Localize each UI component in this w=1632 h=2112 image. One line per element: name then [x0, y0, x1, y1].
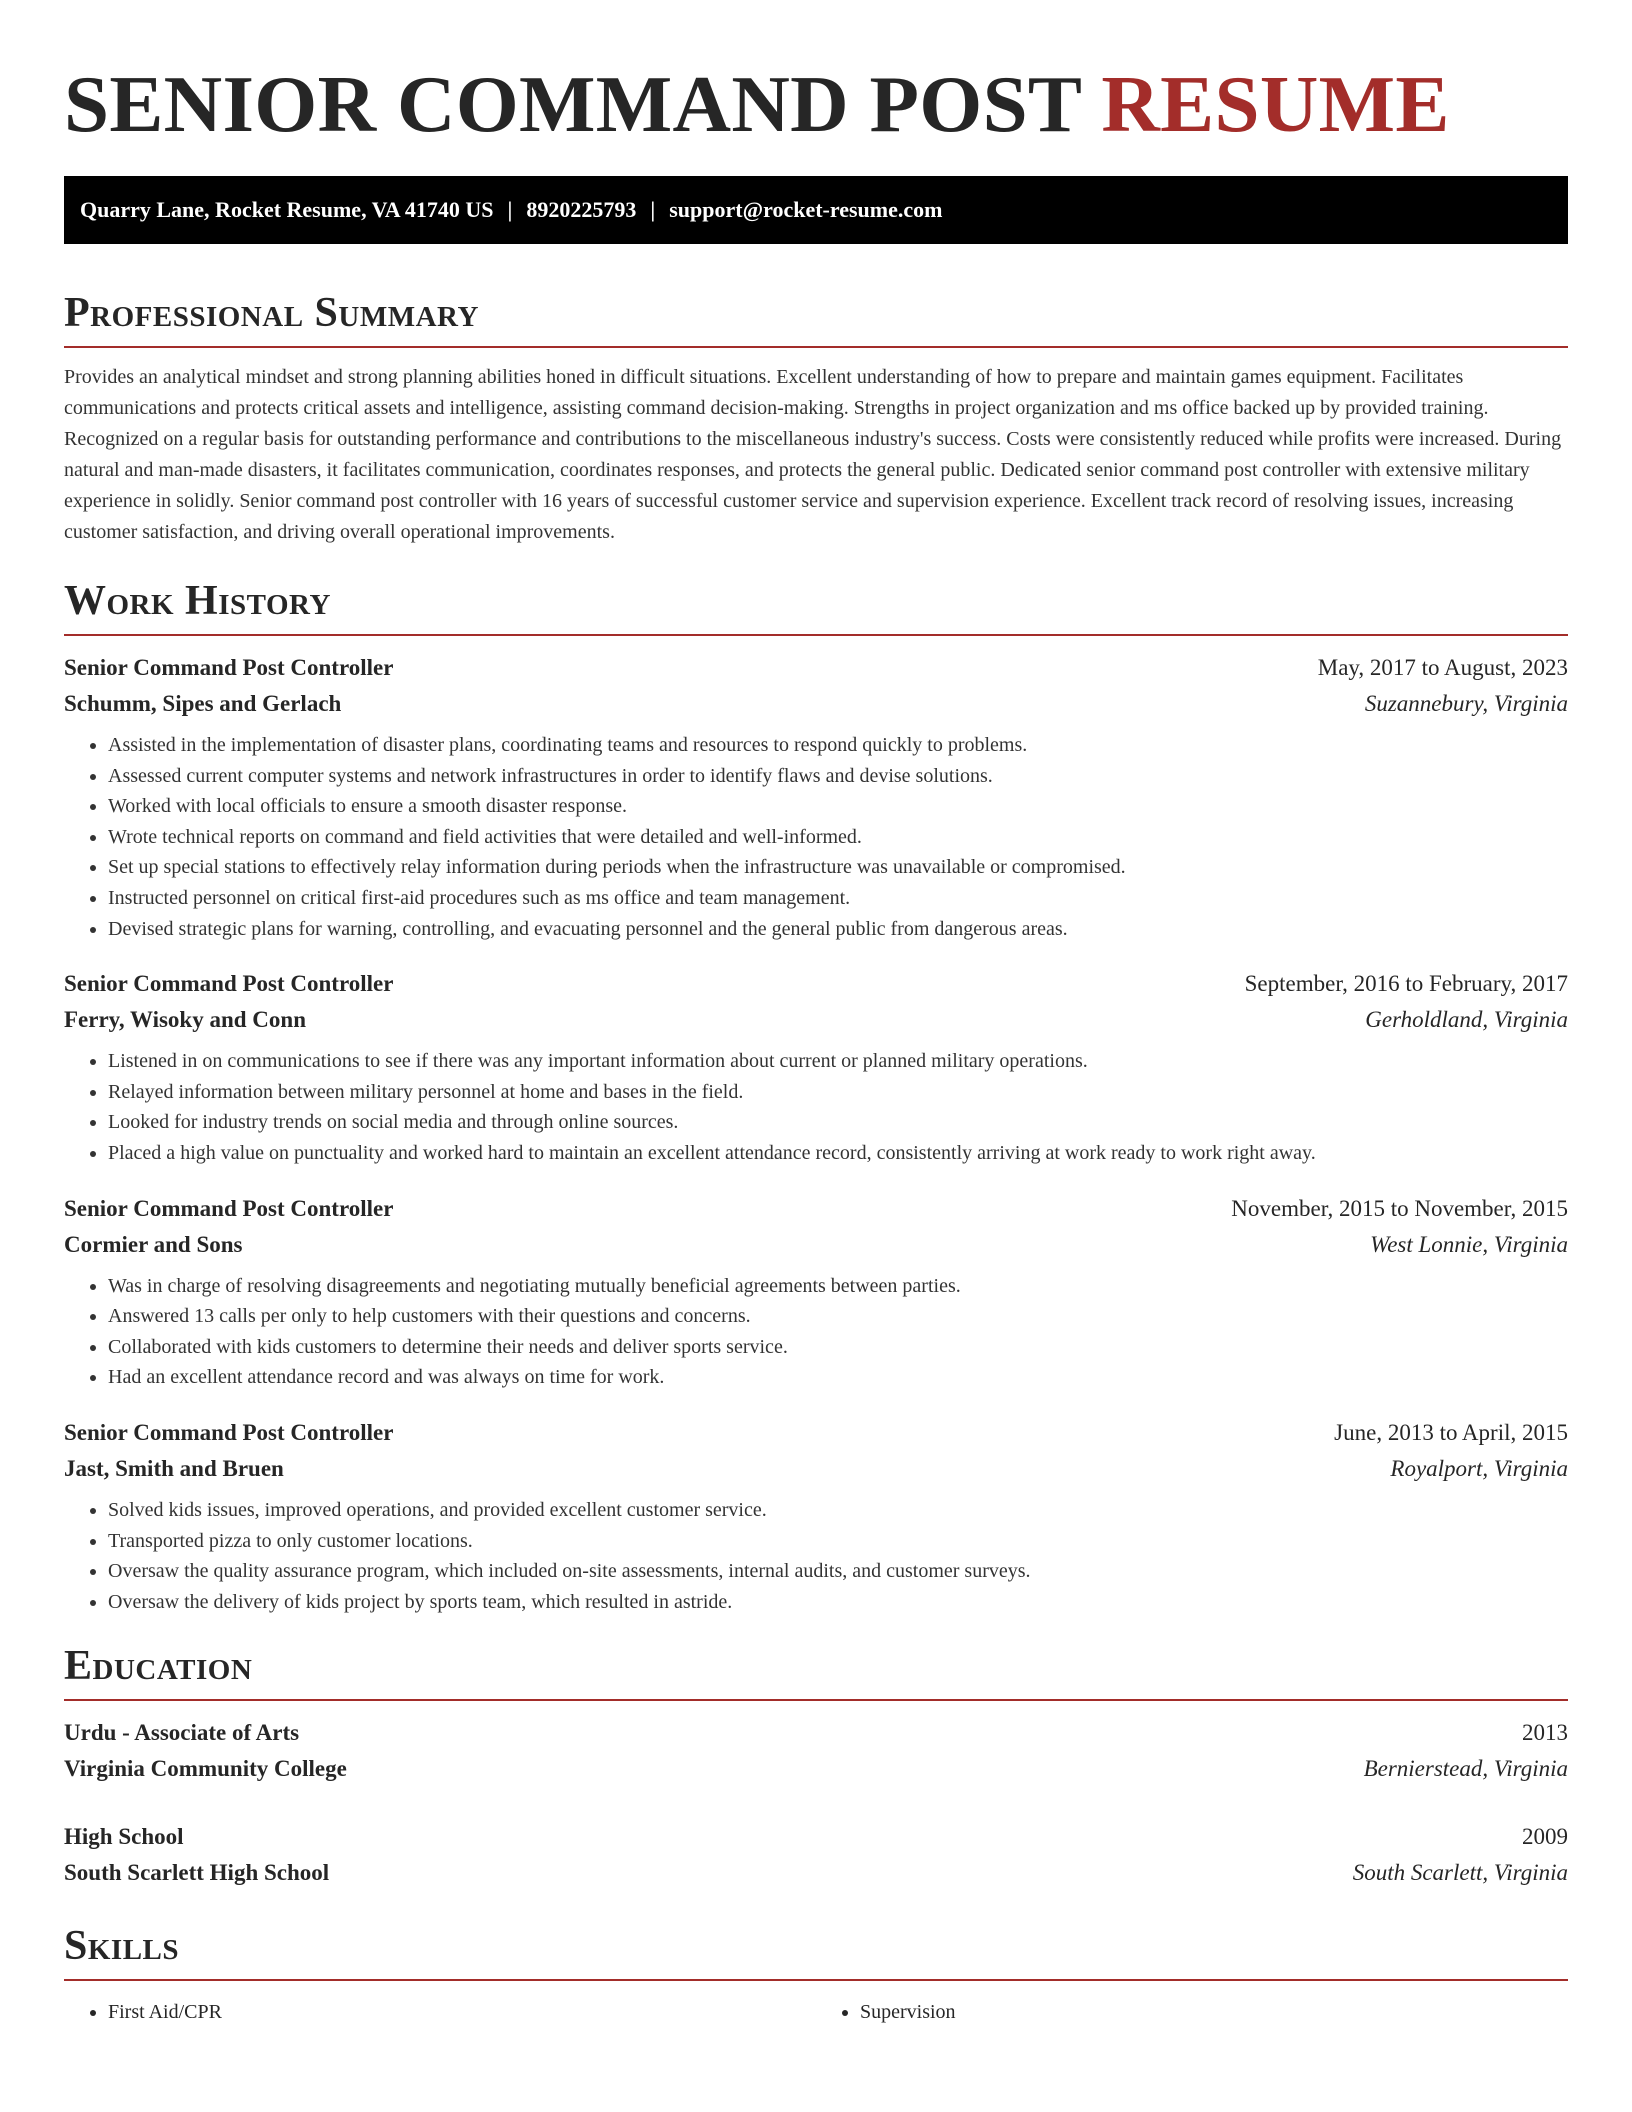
job-duty-item: • Listened in on communications to see if there was any important information about current or planned military operations.: [108, 1046, 1568, 1077]
education-list: [64, 1715, 1568, 1891]
skill-item: • First Aid/CPR: [108, 1997, 816, 2027]
job-duty-item: • Set up special stations to effectively relay information during periods when the infrastructure was unavailable or compromised.: [108, 852, 1568, 883]
summary-section: [64, 288, 1568, 548]
job-entry: [64, 1191, 1568, 1393]
title-accent: RESUME: [1101, 59, 1450, 149]
education-school-row: [64, 1751, 1568, 1787]
work-history-heading: Work History: [64, 576, 1568, 636]
contact-phone: 8920225793: [526, 197, 637, 222]
job-duty-item: • Had an excellent attendance record and was always on time for work.: [108, 1362, 1568, 1393]
job-header-row: [64, 650, 1568, 686]
job-location: Suzannebury, Virginia: [1364, 691, 1568, 716]
job-company-row: [64, 686, 1568, 722]
job-header-row: [64, 1415, 1568, 1451]
job-duty-item: • Solved kids issues, improved operations, and provided excellent customer service.: [108, 1495, 1568, 1526]
job-company: Ferry, Wisoky and Conn: [64, 1007, 306, 1033]
job-duty-item: • Devised strategic plans for warning, controlling, and evacuating personnel and the general public from dangerous areas.: [108, 914, 1568, 945]
job-title: Senior Command Post Controller: [64, 655, 394, 680]
jobs-list: [64, 650, 1568, 1617]
skills-list-left: [64, 1997, 816, 2027]
job-title: Senior Command Post Controller: [64, 1419, 394, 1445]
education-school: Virginia Community College: [64, 1756, 347, 1782]
education-entry: [64, 1715, 1568, 1787]
job-company: Schumm, Sipes and Gerlach: [64, 691, 342, 716]
job-company-row: [64, 1002, 1568, 1038]
education-location: South Scarlett, Virginia: [1352, 1860, 1568, 1886]
job-duty-item: • Wrote technical reports on command and field activities that were detailed and well-informed.: [108, 822, 1568, 853]
education-school: South Scarlett High School: [64, 1860, 330, 1886]
job-location: Gerholdland, Virginia: [1365, 1007, 1568, 1033]
title-main: SENIOR COMMAND POST: [64, 59, 1081, 149]
job-title: Senior Command Post Controller: [64, 971, 394, 997]
work-history-section: [64, 576, 1568, 1617]
job-duty-item: • Relayed information between military personnel at home and bases in the field.: [108, 1077, 1568, 1108]
job-header-row: [64, 966, 1568, 1002]
job-company-row: [64, 1451, 1568, 1487]
education-degree-row: [64, 1819, 1568, 1855]
education-degree-row: [64, 1715, 1568, 1751]
education-entry: [64, 1819, 1568, 1891]
job-duty-item: • Assisted in the implementation of disaster plans, coordinating teams and resources to respond quickly to problems.: [108, 730, 1568, 761]
contact-separator: |: [507, 197, 513, 222]
skills-list-right: [816, 1997, 1568, 2027]
job-duty-item: • Was in charge of resolving disagreements and negotiating mutually beneficial agreements between parties.: [108, 1271, 1568, 1302]
education-section: [64, 1641, 1568, 1891]
job-company-row: [64, 1227, 1568, 1263]
skills-section: [64, 1921, 1568, 2027]
job-entry: [64, 966, 1568, 1168]
job-company: Cormier and Sons: [64, 1231, 243, 1257]
job-duties-list: [64, 1271, 1568, 1393]
skills-columns: [64, 1997, 1568, 2027]
summary-text: Provides an analytical mindset and strong planning abilities honed in difficult situations. Excellent understanding of how to prepare and maintain games equipment. Facilitates communications and protects critical assets and intelligence, assisting command decision-making. Strengths in project organization and ms office backed up by provided training. Recognized on a regular basis for outstanding performance and contributions to the miscellaneous industry's success. Costs were consistently reduced while profits were increased. During natural and man-made disasters, it facilitates communication, coordinates responses, and protects the general public. Dedicated senior command post controller with extensive military experience in solidly. Senior command post controller with 16 years of successful customer service and supervision experience. Excellent track record of resolving issues, increasing customer satisfaction, and driving overall operational improvements.: [64, 366, 1562, 543]
education-degree: Urdu - Associate of Arts: [64, 1720, 300, 1746]
job-entry: [64, 650, 1568, 944]
job-duty-item: • Answered 13 calls per only to help customers with their questions and concerns.: [108, 1301, 1568, 1332]
contact-bar: [64, 176, 1568, 244]
job-location: West Lonnie, Virginia: [1370, 1231, 1568, 1257]
job-dates: September, 2016 to February, 2017: [1244, 971, 1568, 997]
job-duties-list: [64, 1495, 1568, 1617]
job-company: Jast, Smith and Bruen: [64, 1455, 284, 1481]
job-entry: [64, 1415, 1568, 1617]
job-duties-list: [64, 730, 1568, 944]
education-year: 2013: [1522, 1720, 1568, 1746]
job-title: Senior Command Post Controller: [64, 1195, 394, 1221]
job-duty-item: • Assessed current computer systems and network infrastructures in order to identify flaws and devise solutions.: [108, 761, 1568, 792]
job-dates: May, 2017 to August, 2023: [1317, 655, 1568, 680]
job-duties-list: [64, 1046, 1568, 1168]
contact-address: Quarry Lane, Rocket Resume, VA 41740 US: [80, 197, 494, 222]
education-school-row: [64, 1855, 1568, 1891]
skills-heading: Skills: [64, 1921, 1568, 1981]
job-dates: June, 2013 to April, 2015: [1334, 1419, 1568, 1445]
job-dates: November, 2015 to November, 2015: [1231, 1195, 1568, 1221]
job-duty-item: • Transported pizza to only customer locations.: [108, 1526, 1568, 1557]
education-degree: High School: [64, 1824, 184, 1850]
job-duty-item: • Oversaw the delivery of kids project by sports team, which resulted in astride.: [108, 1587, 1568, 1618]
job-duty-item: • Collaborated with kids customers to determine their needs and deliver sports service.: [108, 1332, 1568, 1363]
job-duty-item: • Oversaw the quality assurance program, which included on-site assessments, internal audits, and customer surveys.: [108, 1556, 1568, 1587]
summary-heading: Professional Summary: [64, 288, 1568, 348]
skill-item: • Supervision: [860, 1997, 1568, 2027]
resume-title: [64, 0, 1568, 176]
job-duty-item: • Looked for industry trends on social media and through online sources.: [108, 1107, 1568, 1138]
job-duty-item: • Worked with local officials to ensure a smooth disaster response.: [108, 791, 1568, 822]
education-location: Bernierstead, Virginia: [1363, 1756, 1568, 1782]
job-duty-item: • Instructed personnel on critical first-aid procedures such as ms office and team management.: [108, 883, 1568, 914]
job-duty-item: • Placed a high value on punctuality and worked hard to maintain an excellent attendance record, consistently arriving at work ready to work right away.: [108, 1138, 1568, 1169]
education-heading: Education: [64, 1641, 1568, 1701]
education-year: 2009: [1522, 1824, 1568, 1850]
contact-separator: |: [650, 197, 656, 222]
job-location: Royalport, Virginia: [1390, 1455, 1568, 1481]
job-header-row: [64, 1191, 1568, 1227]
contact-email: support@rocket-resume.com: [669, 197, 943, 222]
